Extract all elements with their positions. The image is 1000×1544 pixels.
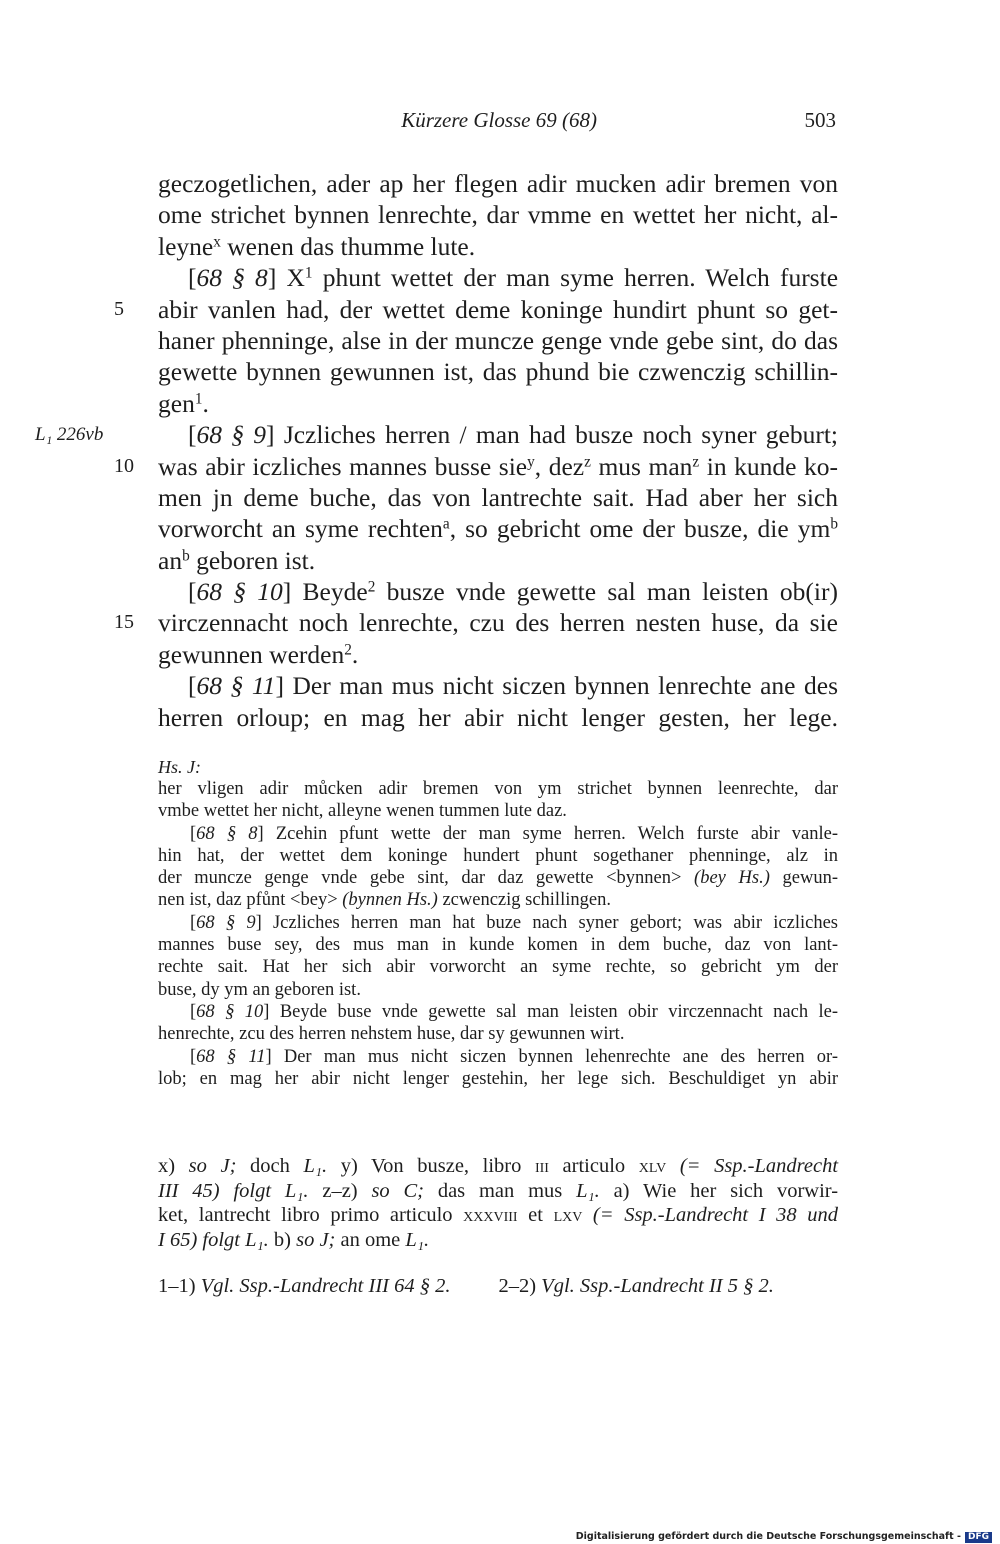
apparatus-line: x) so J; doch L₁. y) Von busze, libro iii articulo xlv (= Ssp.-Landrecht	[158, 1155, 839, 1177]
text-line: herren orloup; en mag her abir nicht lenger gesten, her lege.	[158, 702, 838, 732]
apparatus-line: I 65) folgt L₁. b) so J; an ome L₁.	[158, 1228, 430, 1251]
witness-line: nen ist, daz pfůnt <bey> (bynnen Hs.) zcwenczig schillingen.	[158, 890, 611, 911]
witness-line: [68 § 8] Zcehin pfunt wette der man syme herren. Welch furste abir vanle-	[190, 823, 838, 844]
text-line: vorworcht an syme rechten$^a$, so gebricht ome der busze, die $ym^b$	[158, 514, 838, 544]
text-line: $an^b$ geboren ist.	[158, 545, 316, 575]
witness-line: mannes buse sey, des mus man in kunde komen in dem buche, daz von lant-	[158, 935, 838, 956]
section-11-line: [68 § 11] Der man mus nicht siczen bynnen lenrechte ane des	[188, 671, 838, 701]
witness-line: hin hat, der wettet dem koninge hundert phunt sogethaner phenninge, alz in	[158, 845, 838, 866]
source-notes	[158, 1274, 838, 1299]
witness-line: vmbe wettet her nicht, alleyne wenen tummen lute daz.	[158, 801, 567, 822]
line-number: 15	[114, 611, 134, 634]
text-line: gen$^1$.	[158, 388, 209, 418]
text-line: leyne$^x$ wenen das thumme lute.	[158, 231, 476, 261]
source-note-1: 1–1) Vgl. Ssp.-Landrecht III 64 § 2.	[158, 1275, 451, 1297]
text-line: 10 was abir iczliches mannes busse sie$^y$, dez$^z$ mus man$^z$ in kunde ko-	[114, 451, 838, 481]
text-line: haner phenninge, alse in der muncze genge vnde gebe sint, do das	[158, 325, 838, 355]
margin-folio-note: L₁ 226vb	[35, 424, 104, 446]
digitization-credit: Digitalisierung gefördert durch die Deutsche Forschungsgemeinschaft - DFG	[576, 1531, 992, 1543]
line-number: 5	[114, 297, 124, 320]
witness-line: her vligen adir můcken adir bremen von ym strichet bynnen leenrechte, dar	[158, 779, 838, 799]
dfg-logo: DFG	[965, 1532, 992, 1543]
main-text	[35, 168, 839, 733]
text-line: geczogetlichen, ader ap her flegen adir mucken adir bremen von	[158, 169, 838, 198]
section-9-line: L₁ 226vb [68 § 9] Jczliches herren / man had busze noch syner geburt;	[35, 420, 839, 450]
section-10-line: [68 § 10] Beyde$^2$ busze vnde gewette sal man leisten ob(ir)	[188, 577, 838, 607]
section-ref: 68 § 8	[196, 263, 268, 293]
text-line: men jn deme buche, das von lantrechte sait. Had aber her sich	[158, 482, 838, 512]
text-line: 15 virczennacht noch lenrechte, czu des herren nesten huse, da sie	[114, 608, 838, 638]
text-line: gewunnen werden$^2$.	[158, 639, 359, 669]
witness-line: henrechte, zcu des herren nehstem huse, dar sy gewunnen wirt.	[158, 1024, 625, 1045]
line-number: 10	[114, 454, 134, 477]
apparatus-line: III 45) folgt L₁. z–z) so C; das man mus L₁. a) Wie her sich vorwir-	[158, 1179, 839, 1202]
text-line: ome strichet bynnen lenrechte, dar vmme en wettet her nicht, al-	[158, 200, 838, 230]
witness-line: buse, dy ym an geboren ist.	[158, 979, 361, 1000]
witness-line: rechte sait. Hat her sich abir vorworcht an syme rechte, so gebricht ym der	[158, 957, 838, 978]
witness-line: der muncze genge vnde gebe sint, dar daz gewette <bynnen> (bey Hs.) gewun-	[158, 868, 839, 889]
witness-line: [68 § 11] Der man mus nicht siczen bynnen lehenrechte ane des herren or-	[190, 1046, 838, 1067]
section-ref: 68 § 10	[196, 577, 283, 607]
critical-apparatus	[158, 1154, 838, 1252]
witness-line: [68 § 9] Jczliches herren man hat buze nach syner gebort; was abir iczliches	[190, 912, 838, 933]
witness-text-hs-j	[158, 756, 838, 1090]
witness-label: Hs. J:	[158, 757, 201, 777]
source-note-2: 2–2) Vgl. Ssp.-Landrecht II 5 § 2.	[498, 1275, 774, 1297]
text-line: 5 abir vanlen had, der wettet deme koninge hundirt phunt so get-	[114, 294, 838, 324]
running-head: Kürzere Glosse 69 (68)	[401, 108, 597, 132]
section-ref: 68 § 9	[196, 420, 267, 450]
witness-line: lob; en mag her abir nicht lenger gestehin, her lege sich. Beschuldiget yn abir	[158, 1068, 838, 1089]
section-8-line: [68 § 8] $X^1$ phunt wettet der man syme herren. Welch furste	[188, 263, 839, 293]
apparatus-line: ket, lantrecht libro primo articulo xxxviii et lxv (= Ssp.-Landrecht I 38 und	[158, 1204, 838, 1226]
section-ref: 68 § 11	[196, 671, 276, 701]
text-line: gewette bynnen gewunnen ist, das phund bie czwenczig schillin-	[158, 357, 838, 387]
page-header	[0, 108, 1000, 138]
source-note-line	[158, 1274, 838, 1299]
witness-line: [68 § 10] Beyde buse vnde gewette sal man leisten obir virczennacht nach le-	[190, 1001, 838, 1022]
page-number: 503	[804, 108, 836, 132]
